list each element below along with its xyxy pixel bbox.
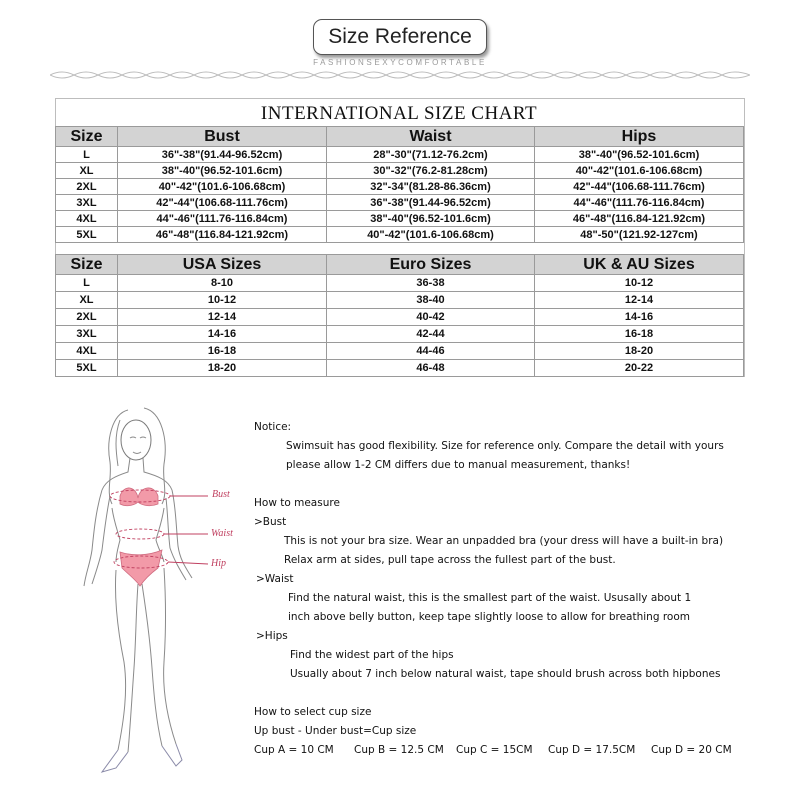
- waist-cell: 36"-38"(91.44-96.52cm): [327, 195, 535, 211]
- column-header: USA Sizes: [118, 255, 327, 275]
- euro-size-cell: 44-46: [327, 343, 535, 360]
- column-header: Bust: [118, 127, 327, 147]
- waist-cell: 28"-30"(71.12-76.2cm): [327, 147, 535, 163]
- cup-size-item: Cup C = 15CM: [456, 744, 533, 756]
- size-cell: XL: [56, 292, 118, 309]
- usa-size-cell: 10-12: [118, 292, 327, 309]
- header-subtitle: FASHIONSEXYCOMFORTABLE: [313, 58, 487, 67]
- waist-label: Waist: [211, 528, 233, 539]
- hips-cell: 46"-48"(116.84-121.92cm): [535, 211, 744, 227]
- usa-size-cell: 8-10: [118, 275, 327, 292]
- bust-label: Bust: [212, 489, 230, 500]
- column-header: Size: [56, 127, 118, 147]
- euro-size-cell: 36-38: [327, 275, 535, 292]
- hip-label: Hip: [211, 558, 226, 569]
- notice-line: Swimsuit has good flexibility. Size for reference only. Compare the detail with yours: [286, 440, 724, 452]
- column-header: UK & AU Sizes: [535, 255, 744, 275]
- column-header: Waist: [327, 127, 535, 147]
- bust-cell: 36"-38"(91.44-96.52cm): [118, 147, 327, 163]
- hips-instruction: Usually about 7 inch below natural waist, tape should brush across both hipbones: [290, 668, 721, 680]
- bust-cell: 46"-48"(116.84-121.92cm): [118, 227, 327, 243]
- notice-title: Notice:: [254, 421, 292, 433]
- cup-size-item: Cup D = 20 CM: [651, 744, 732, 756]
- how-to-measure-title: How to measure: [254, 497, 340, 509]
- hips-cell: 48"-50"(121.92-127cm): [535, 227, 744, 243]
- waist-instruction: Find the natural waist, this is the smallest part of the waist. Ususally about 1: [288, 592, 692, 604]
- size-cell: 5XL: [56, 360, 118, 377]
- waist-instruction: inch above belly button, keep tape slightly loose to allow for breathing room: [288, 611, 691, 623]
- notice-line: please allow 1-2 CM differs due to manual measurement, thanks!: [286, 459, 631, 471]
- cup-size-item: Cup D = 17.5CM: [548, 744, 636, 756]
- uk-au-size-cell: 16-18: [535, 326, 744, 343]
- column-header: Size: [56, 255, 118, 275]
- hips-instruction: Find the widest part of the hips: [290, 649, 454, 661]
- bust-instruction: Relax arm at sides, pull tape across the fullest part of the bust.: [284, 554, 616, 566]
- hips-section-title: >Hips: [256, 630, 288, 642]
- uk-au-size-cell: 14-16: [535, 309, 744, 326]
- bust-cell: 44"-46"(111.76-116.84cm): [118, 211, 327, 227]
- uk-au-size-cell: 20-22: [535, 360, 744, 377]
- size-cell: 5XL: [56, 227, 118, 243]
- bust-cell: 38"-40"(96.52-101.6cm): [118, 163, 327, 179]
- size-cell: 4XL: [56, 343, 118, 360]
- column-header: Euro Sizes: [327, 255, 535, 275]
- euro-size-cell: 46-48: [327, 360, 535, 377]
- euro-size-cell: 38-40: [327, 292, 535, 309]
- waist-cell: 32"-34"(81.28-86.36cm): [327, 179, 535, 195]
- hips-cell: 42"-44"(106.68-111.76cm): [535, 179, 744, 195]
- cup-size-item: Cup A = 10 CM: [254, 744, 334, 756]
- usa-size-cell: 14-16: [118, 326, 327, 343]
- cup-size-item: Cup B = 12.5 CM: [354, 744, 444, 756]
- size-cell: 3XL: [56, 195, 118, 211]
- usa-size-cell: 12-14: [118, 309, 327, 326]
- bust-section-title: >Bust: [254, 516, 287, 528]
- cup-size-formula: Up bust - Under bust=Cup size: [254, 725, 417, 737]
- bust-instruction: This is not your bra size. Wear an unpadded bra (your dress will have a built-in bra): [284, 535, 724, 547]
- uk-au-size-cell: 18-20: [535, 343, 744, 360]
- size-cell: 2XL: [56, 179, 118, 195]
- usa-size-cell: 18-20: [118, 360, 327, 377]
- size-chart-title: INTERNATIONAL SIZE CHART: [260, 103, 538, 124]
- size-cell: 3XL: [56, 326, 118, 343]
- size-cell: L: [56, 275, 118, 292]
- uk-au-size-cell: 12-14: [535, 292, 744, 309]
- hips-cell: 44"-46"(111.76-116.84cm): [535, 195, 744, 211]
- uk-au-size-cell: 10-12: [535, 275, 744, 292]
- bust-cell: 42"-44"(106.68-111.76cm): [118, 195, 327, 211]
- waist-cell: 30"-32"(76.2-81.28cm): [327, 163, 535, 179]
- waist-cell: 40"-42"(101.6-106.68cm): [327, 227, 535, 243]
- size-cell: XL: [56, 163, 118, 179]
- waist-cell: 38"-40"(96.52-101.6cm): [327, 211, 535, 227]
- hips-cell: 40"-42"(101.6-106.68cm): [535, 163, 744, 179]
- euro-size-cell: 42-44: [327, 326, 535, 343]
- size-cell: 4XL: [56, 211, 118, 227]
- column-header: Hips: [535, 127, 744, 147]
- hips-cell: 38"-40"(96.52-101.6cm): [535, 147, 744, 163]
- header-title: Size Reference: [328, 25, 472, 48]
- cup-size-title: How to select cup size: [254, 706, 372, 718]
- euro-size-cell: 40-42: [327, 309, 535, 326]
- bust-cell: 40"-42"(101.6-106.68cm): [118, 179, 327, 195]
- size-cell: L: [56, 147, 118, 163]
- usa-size-cell: 16-18: [118, 343, 327, 360]
- waist-section-title: >Waist: [256, 573, 294, 585]
- size-cell: 2XL: [56, 309, 118, 326]
